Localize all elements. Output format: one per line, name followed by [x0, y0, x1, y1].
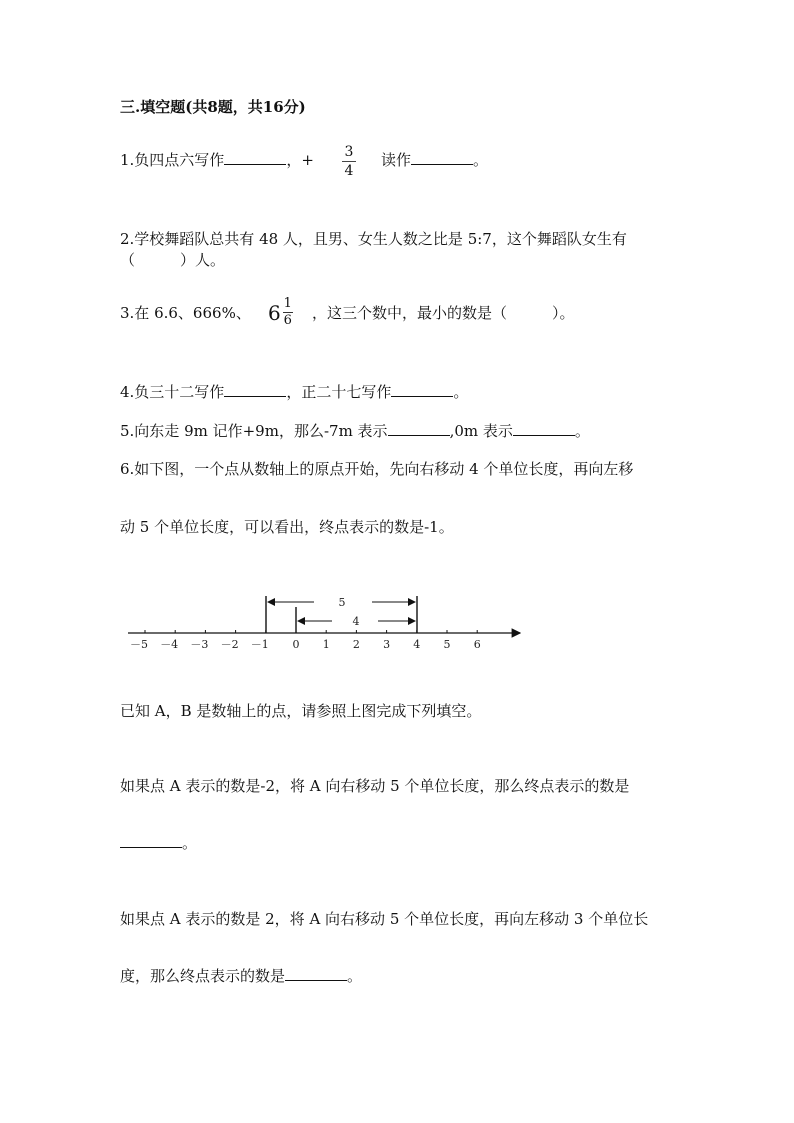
question-3-suffix: ，这三个数中，最小的数是（ ）。: [312, 304, 575, 322]
paragraph-a-2-line1: 如果点 A 表示的数是 2，将 A 向右移动 5 个单位长度，再向左移动 3 个单位长: [120, 910, 649, 928]
question-6-line1: 6.如下图，一个点从数轴上的原点开始，先向右移动 4 个单位长度，再向左移: [120, 460, 634, 478]
tick-label-3: 3: [383, 638, 391, 651]
number-line-figure: [120, 588, 540, 658]
tick-label-2: 2: [352, 638, 360, 651]
label-upper-arrow: 5: [338, 596, 346, 609]
question-5: [120, 421, 590, 441]
question-2-line1: 2.学校舞蹈队总共有 48 人，且男、女生人数之比是 5:7，这个舞蹈队女生有: [120, 230, 627, 248]
label-lower-arrow: 4: [352, 615, 360, 628]
tick-label-6: 6: [473, 638, 481, 651]
q1-frac-num: 3: [344, 144, 354, 160]
question-1: [120, 150, 314, 170]
paragraph-given: 已知 A，B 是数轴上的点，请参照上图完成下列填空。: [120, 702, 482, 720]
q4-blank-2[interactable]: [391, 382, 453, 397]
q3-frac-den: 6: [283, 313, 292, 328]
tick-label--5: －5: [130, 638, 148, 651]
tick-label--1: －1: [250, 638, 269, 651]
q5-prefix: 5.向东走 9m 记作+9m，那么-7m 表示: [120, 422, 388, 440]
question-1-tail: [381, 150, 488, 170]
q5-end: 。: [574, 422, 590, 440]
q3-mixed-number: [268, 297, 293, 328]
q3-whole: 6: [268, 300, 281, 325]
q1-blank-2[interactable]: [411, 150, 473, 165]
q5-blank-1[interactable]: [388, 421, 450, 436]
question-4: [120, 382, 468, 402]
tick-label-0: 0: [292, 638, 300, 651]
paragraph-a-minus-2-answer: [120, 833, 197, 853]
tick-label--4: －4: [160, 638, 179, 651]
paragraph-a-minus-2: 如果点 A 表示的数是-2，将 A 向右移动 5 个单位长度，那么终点表示的数是: [120, 777, 630, 795]
q1-fraction: [342, 144, 356, 179]
tick-label-1: 1: [322, 638, 330, 651]
q1-end: 。: [473, 151, 489, 169]
tick-label--3: －3: [190, 638, 209, 651]
q1-frac-den: 4: [344, 163, 354, 179]
p3-blank[interactable]: [285, 966, 347, 981]
q1-blank-1[interactable]: [224, 150, 286, 165]
p3-prefix: 度，那么终点表示的数是: [120, 967, 286, 985]
q3-frac-num: 1: [283, 296, 292, 311]
tick-label-4: 4: [413, 638, 421, 651]
question-2-line2: （ ）人。: [120, 251, 226, 269]
paragraph-a-2-line2: [120, 966, 362, 986]
q5-blank-2[interactable]: [513, 421, 575, 436]
p2-blank[interactable]: [120, 833, 182, 848]
q4-prefix: 4.负三十二写作: [120, 383, 225, 401]
q1-mid: ，+: [286, 151, 314, 169]
q1-prefix: 1.负四点六写作: [120, 151, 225, 169]
question-6-line2: 动 5 个单位长度，可以看出，终点表示的数是-1。: [120, 518, 454, 536]
q5-mid: ,0m 表示: [449, 422, 513, 440]
p3-end: 。: [347, 967, 363, 985]
section-title: 三.填空题(共8题，共16分): [120, 98, 306, 116]
q4-mid: ，正二十七写作: [286, 383, 392, 401]
q4-blank-1[interactable]: [224, 382, 286, 397]
tick-label-5: 5: [443, 638, 451, 651]
q1-after: 读作: [381, 151, 412, 169]
p2-end: 。: [182, 834, 198, 852]
q4-end: 。: [453, 383, 469, 401]
question-3-prefix: 3.在 6.6、666%、: [120, 304, 251, 322]
tick-label--2: －2: [220, 638, 239, 651]
